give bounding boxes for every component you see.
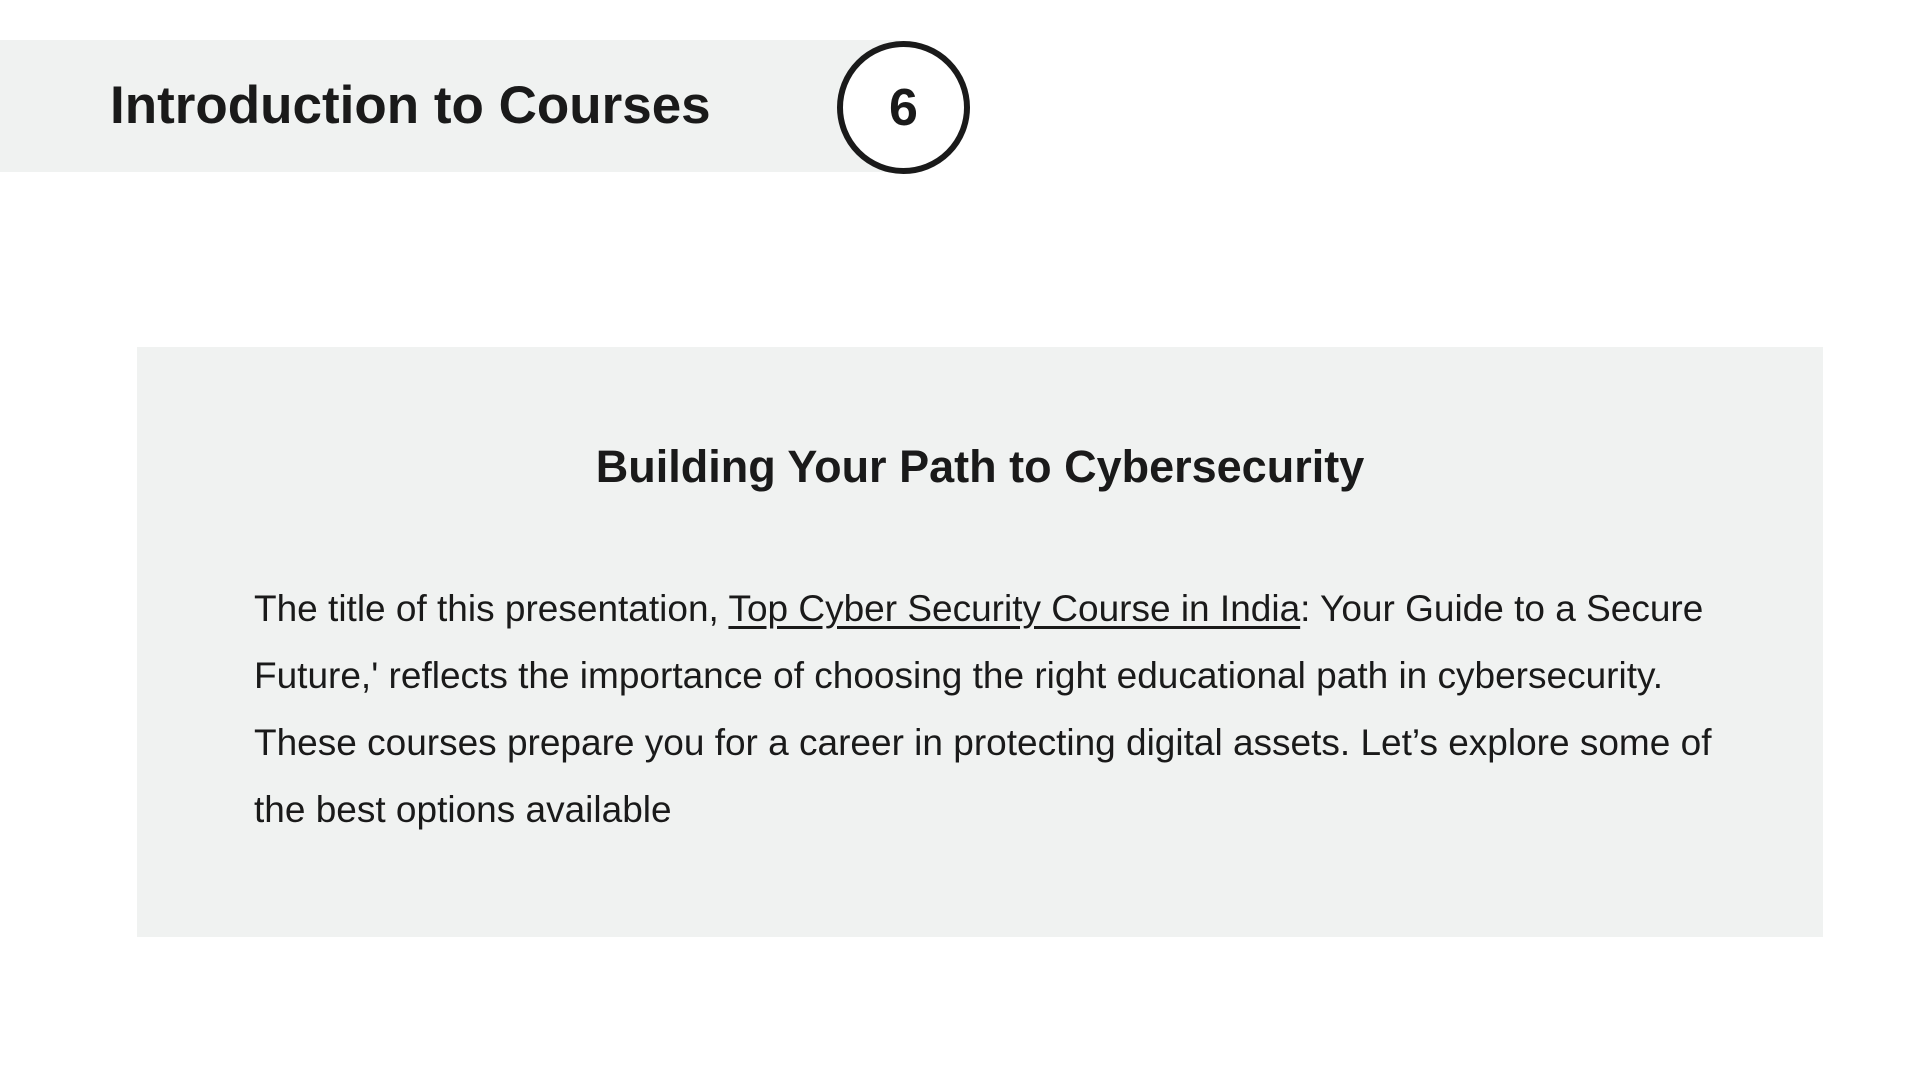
paragraph-text-after-link: : Your Guide to a Secure Future,' reflects the importance of choosing the right educational path in cybersecurity. These courses prepare you for a career in protecting digital assets. Let’s explore some of the best options available — [254, 588, 1712, 830]
content-heading: Building Your Path to Cybersecurity — [595, 441, 1365, 492]
content-panel — [137, 347, 1823, 937]
paragraph-text-before-link: The title of this presentation, — [254, 588, 729, 629]
content-paragraph — [254, 575, 1714, 843]
slide-title: Introduction to Courses — [110, 76, 711, 135]
course-link[interactable]: Top Cyber Security Course in India — [728, 588, 1301, 629]
slide-number-badge: 6 — [837, 41, 970, 174]
